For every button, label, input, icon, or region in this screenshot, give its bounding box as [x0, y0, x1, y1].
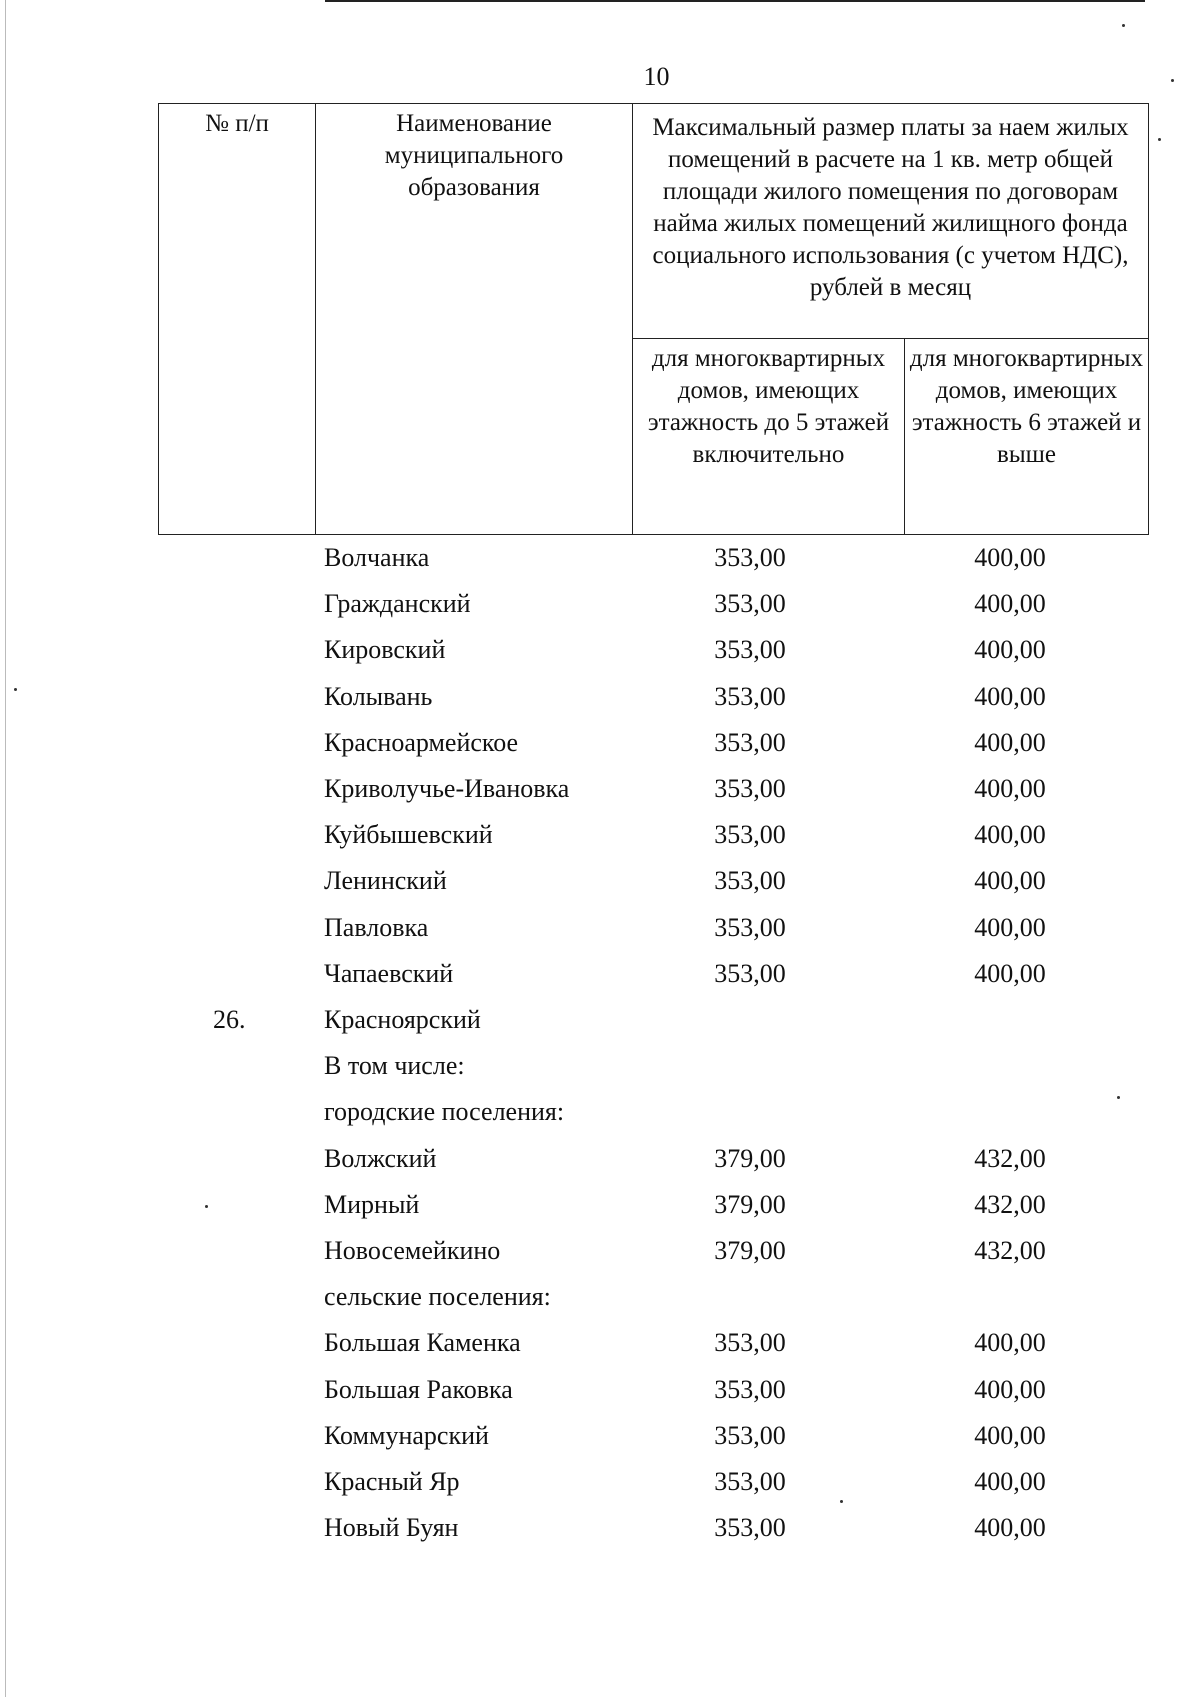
row-value-high-rise: 400,00 — [974, 635, 1046, 664]
table-row — [0, 913, 1200, 953]
table-row — [0, 682, 1200, 722]
top-rule — [325, 0, 1145, 2]
row-name: сельские поселения: — [324, 1282, 551, 1311]
table-row — [0, 635, 1200, 675]
row-value-high-rise: 400,00 — [974, 543, 1046, 572]
row-value-high-rise: 400,00 — [974, 728, 1046, 757]
row-value-high-rise: 400,00 — [974, 682, 1046, 711]
table-row — [0, 728, 1200, 768]
table-row — [0, 1144, 1200, 1184]
table-row — [0, 1097, 1200, 1137]
row-value-high-rise: 400,00 — [974, 1421, 1046, 1450]
row-value-high-rise: 400,00 — [974, 913, 1046, 942]
table-row — [0, 543, 1200, 583]
row-value-low-rise: 353,00 — [714, 1328, 786, 1357]
row-name: Гражданский — [324, 589, 471, 618]
row-value-high-rise: 400,00 — [974, 774, 1046, 803]
scan-speck — [205, 1205, 208, 1208]
row-name: Павловка — [324, 913, 429, 942]
table-row — [0, 1467, 1200, 1507]
row-name: Куйбышевский — [324, 820, 493, 849]
row-name: Чапаевский — [324, 959, 454, 988]
row-value-low-rise: 379,00 — [714, 1236, 786, 1265]
table-row — [0, 1190, 1200, 1230]
row-value-low-rise: 379,00 — [714, 1144, 786, 1173]
row-name: Криволучье-Ивановка — [324, 774, 570, 803]
row-value-high-rise: 400,00 — [974, 866, 1046, 895]
row-value-low-rise: 353,00 — [714, 1421, 786, 1450]
table-row — [0, 1236, 1200, 1276]
header-col-number: № п/п — [159, 104, 316, 535]
row-name: Большая Каменка — [324, 1328, 521, 1357]
row-value-high-rise: 432,00 — [974, 1190, 1046, 1219]
row-name: Мирный — [324, 1190, 420, 1219]
row-name: Коммунарский — [324, 1421, 489, 1450]
row-value-low-rise: 353,00 — [714, 682, 786, 711]
row-value-high-rise: 400,00 — [974, 959, 1046, 988]
header-col-fee: Максимальный размер платы за наем жилых помещений в расчете на 1 кв. метр общей площади жилого помещения по договорам найма жилых помещений жилищного фонда социального использования (с учетом НДС), рублей в месяц — [633, 104, 1149, 339]
table-row — [0, 1005, 1200, 1045]
table-row — [0, 820, 1200, 860]
row-name: Ленинский — [324, 866, 447, 895]
row-name: Красноярский — [324, 1005, 481, 1034]
table-row — [0, 866, 1200, 906]
row-name: В том числе: — [324, 1051, 465, 1080]
table-row — [0, 1375, 1200, 1415]
row-value-low-rise: 353,00 — [714, 959, 786, 988]
table-row — [0, 1421, 1200, 1461]
row-value-low-rise: 353,00 — [714, 1467, 786, 1496]
row-name: Колывань — [324, 682, 433, 711]
row-value-high-rise: 400,00 — [974, 1467, 1046, 1496]
scan-speck — [1117, 1096, 1120, 1099]
row-value-low-rise: 353,00 — [714, 1375, 786, 1404]
table-row — [0, 959, 1200, 999]
row-name: Новосемейкино — [324, 1236, 501, 1265]
row-name: Красный Яр — [324, 1467, 460, 1496]
row-value-high-rise: 400,00 — [974, 589, 1046, 618]
row-value-low-rise: 353,00 — [714, 866, 786, 895]
scan-speck — [1122, 24, 1125, 27]
table-row — [0, 1328, 1200, 1368]
header-sub-low-rise: для многоквартирных домов, имеющих этажность до 5 этажей включительно — [633, 339, 905, 535]
table-row — [0, 774, 1200, 814]
row-value-low-rise: 353,00 — [714, 635, 786, 664]
header-col-name: Наименование муниципального образования — [316, 104, 633, 535]
row-name: Новый Буян — [324, 1513, 459, 1542]
scan-speck — [1171, 79, 1174, 82]
row-name: Волжский — [324, 1144, 437, 1173]
row-value-high-rise: 400,00 — [974, 1513, 1046, 1542]
row-name: Большая Раковка — [324, 1375, 513, 1404]
page-number: 10 — [643, 62, 670, 91]
row-value-low-rise: 353,00 — [714, 1513, 786, 1542]
header-sub-high-rise: для многоквартирных домов, имеющих этажность 6 этажей и выше — [905, 339, 1149, 535]
table-row — [0, 589, 1200, 629]
table-header — [158, 103, 1149, 535]
row-value-low-rise: 353,00 — [714, 913, 786, 942]
row-name: Волчанка — [324, 543, 430, 572]
row-value-low-rise: 353,00 — [714, 589, 786, 618]
scan-speck — [1158, 138, 1161, 141]
table-row — [0, 1282, 1200, 1322]
row-value-low-rise: 353,00 — [714, 820, 786, 849]
row-value-low-rise: 379,00 — [714, 1190, 786, 1219]
table-row — [0, 1051, 1200, 1091]
scan-speck — [840, 1500, 843, 1503]
row-value-high-rise: 432,00 — [974, 1144, 1046, 1173]
row-value-low-rise: 353,00 — [714, 728, 786, 757]
row-value-high-rise: 400,00 — [974, 1375, 1046, 1404]
table-row — [0, 1513, 1200, 1553]
row-value-low-rise: 353,00 — [714, 774, 786, 803]
row-value-high-rise: 400,00 — [974, 820, 1046, 849]
row-value-high-rise: 400,00 — [974, 1328, 1046, 1357]
row-name: Красноармейское — [324, 728, 519, 757]
row-value-low-rise: 353,00 — [714, 543, 786, 572]
row-number: 26. — [213, 1005, 246, 1034]
row-name: Кировский — [324, 635, 446, 664]
row-name: городские поселения: — [324, 1097, 565, 1126]
row-value-high-rise: 432,00 — [974, 1236, 1046, 1265]
scan-speck — [14, 688, 17, 691]
